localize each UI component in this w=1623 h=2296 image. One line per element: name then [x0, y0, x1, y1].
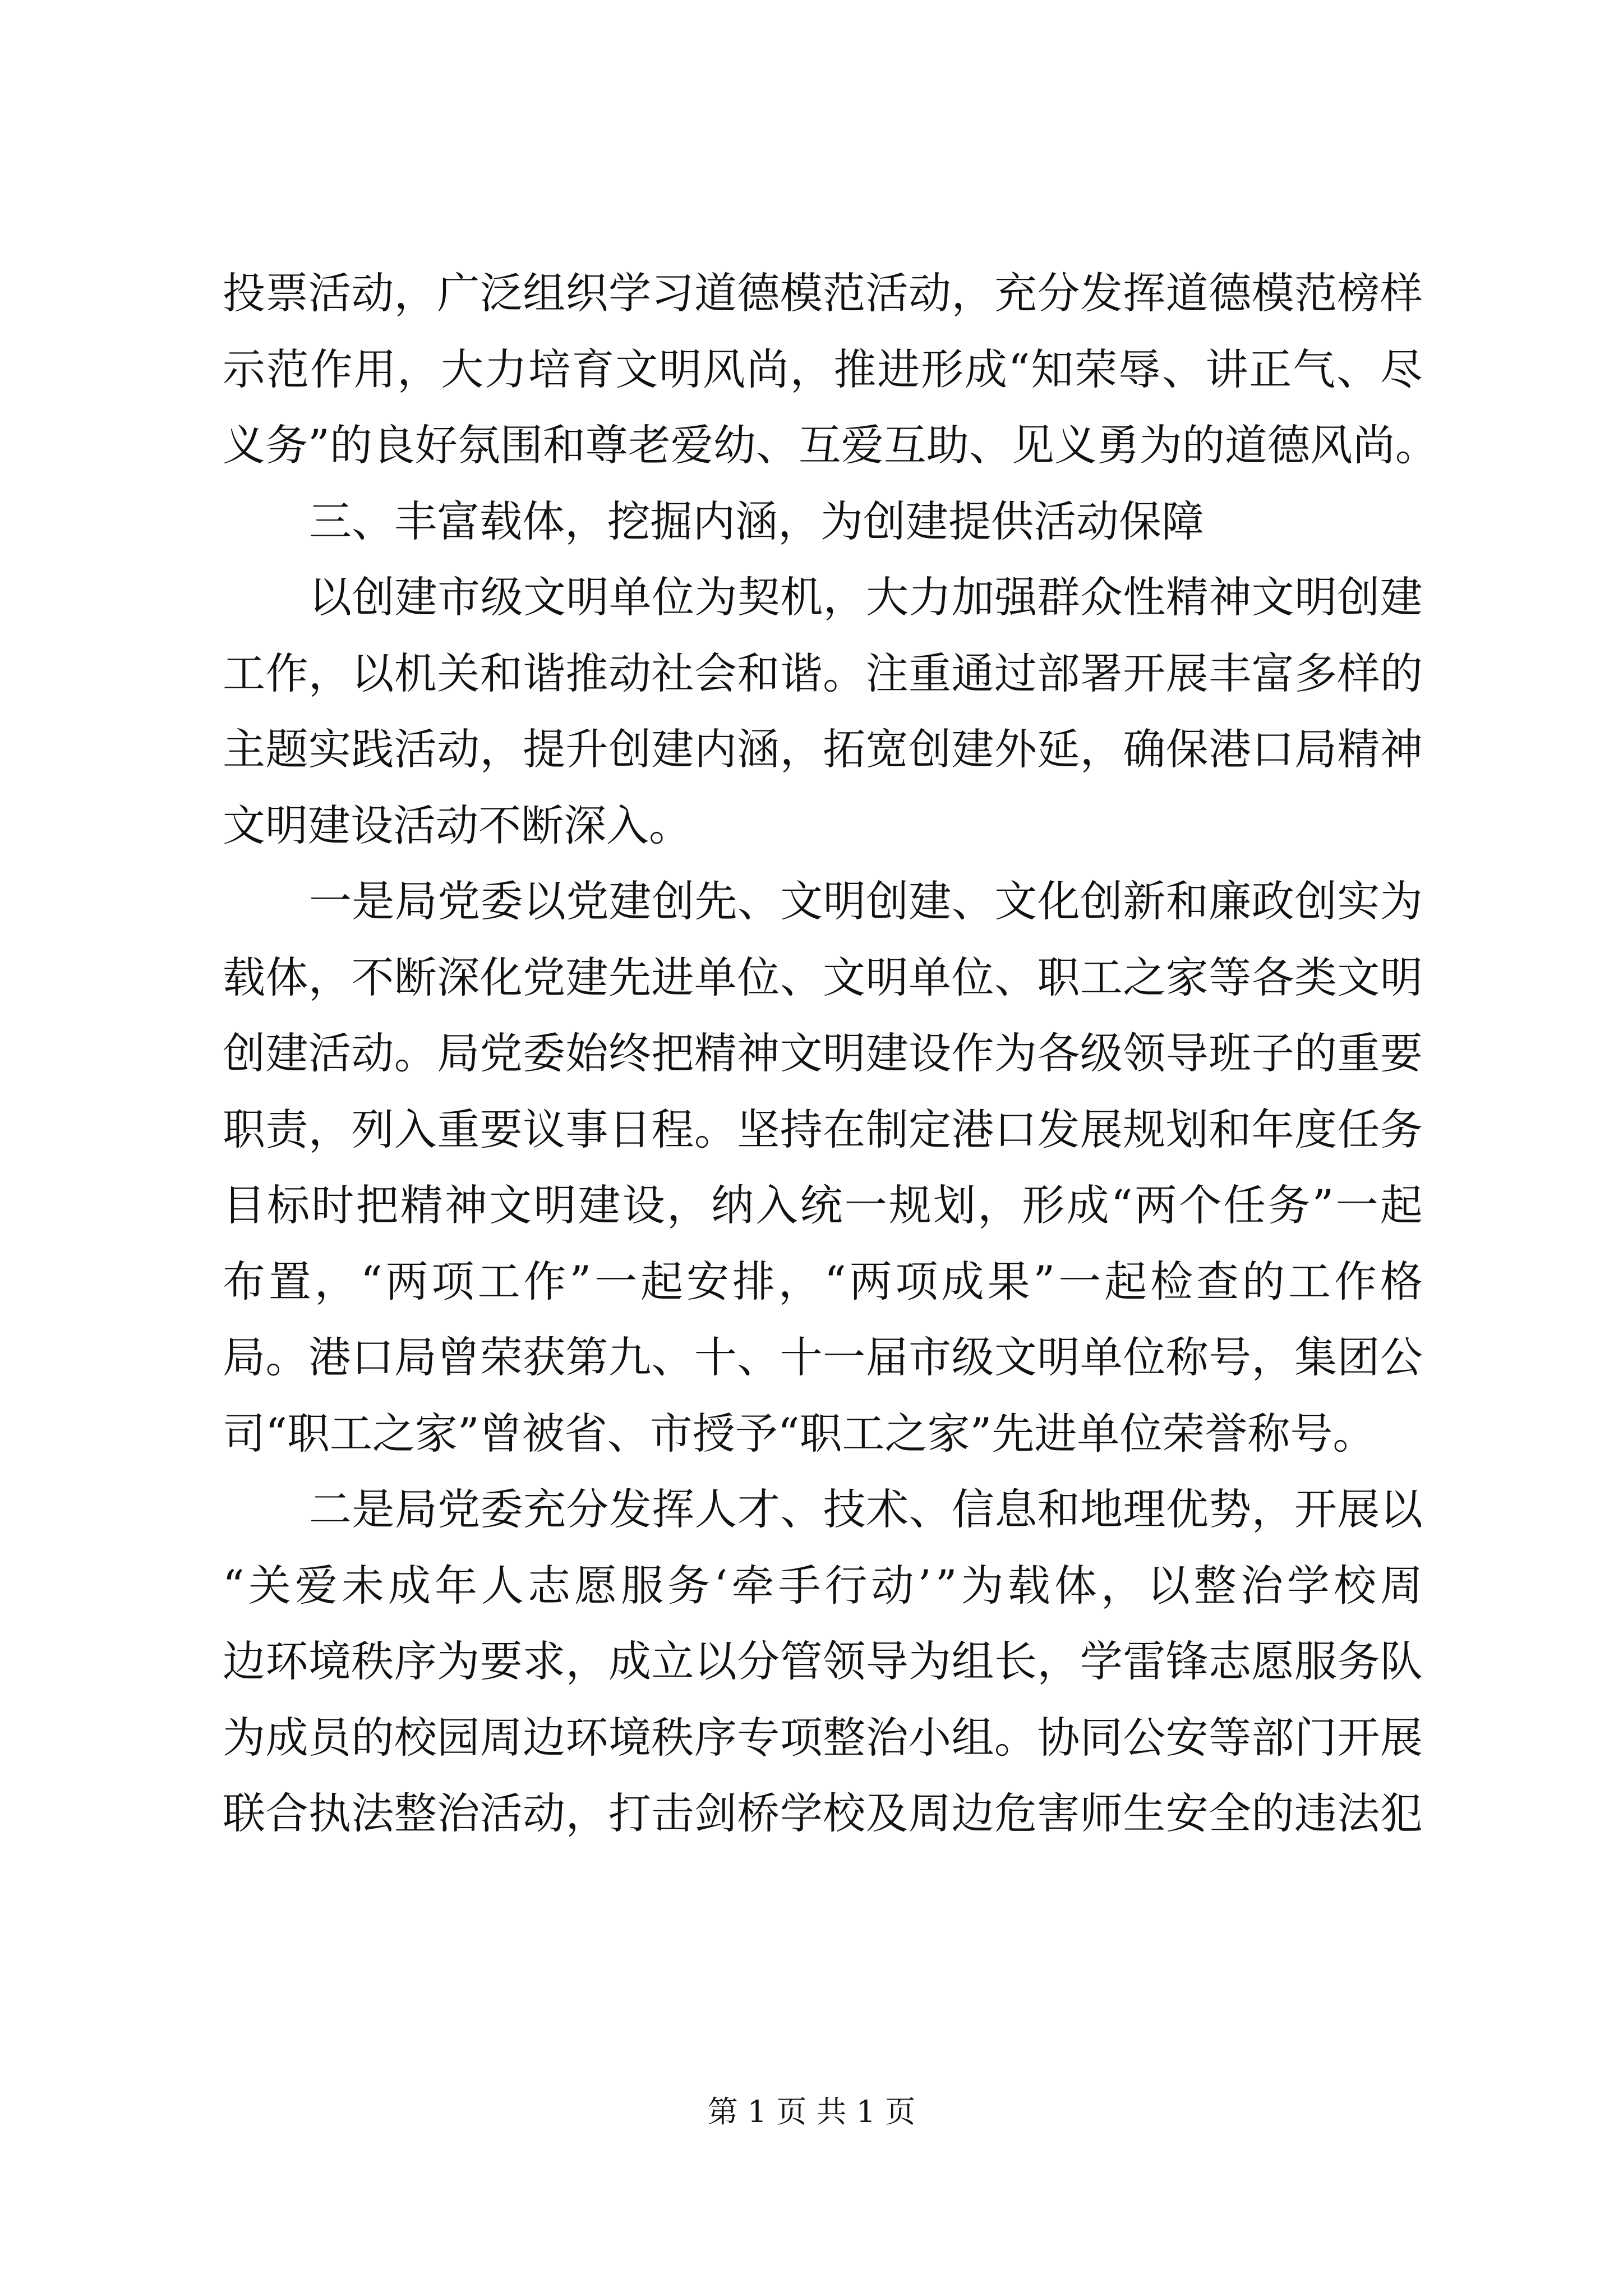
text-line: 以 创 建 市 级 文 明 单 位 为 契 机 ， 大 力 加 强 群 众 性 精 神 文 明 创 建 [309, 572, 1423, 622]
text-line: 文明建设活动不断深入。 [223, 800, 691, 850]
text-line: 布 置 ， “ 两 项 工 作 ” 一 起 安 排 ， “ 两 项 成 果 ” 一 起 检 查 的 工 作 格 [223, 1256, 1423, 1306]
text-line: 义 务 ” 的 良 好 氛 围 和 尊 老 爱 幼 、 互 爱 互 助 、 见 义 勇 为 的 道 德 风 尚 。 [223, 420, 1438, 470]
text-line: 司“职工之家”曾被省、市授予“职工之家”先进单位荣誉称号。 [223, 1408, 1376, 1458]
text-line: 工 作 ， 以 机 关 和 谐 推 动 社 会 和 谐 。 注 重 通 过 部 署 开 展 丰 富 多 样 的 [223, 648, 1423, 698]
page-footer: 第 1 页 共 1 页 [707, 2094, 916, 2129]
text-line: 目 标 时 把 精 神 文 明 建 设 ， 纳 入 统 一 规 划 ， 形 成 “ 两 个 任 务 ” 一 起 [223, 1180, 1423, 1230]
text-line: 边 环 境 秩 序 为 要 求 ， 成 立 以 分 管 领 导 为 组 长 ， 学 雷 锋 志 愿 服 务 队 [223, 1636, 1423, 1686]
text-line: 创 建 活 动 。 局 党 委 始 终 把 精 神 文 明 建 设 作 为 各 级 领 导 班 子 的 重 要 [223, 1028, 1423, 1078]
text-line: 职 责 ， 列 入 重 要 议 事 日 程 。 坚 持 在 制 定 港 口 发 展 规 划 和 年 度 任 务 [223, 1104, 1423, 1154]
text-line: 为 成 员 的 校 园 周 边 环 境 秩 序 专 项 整 治 小 组 。 协 同 公 安 等 部 门 开 展 [223, 1712, 1423, 1763]
text-line: 三、丰富载体，挖掘内涵，为创建提供活动保障 [309, 496, 1204, 546]
text-line: 载 体 ， 不 断 深 化 党 建 先 进 单 位 、 文 明 单 位 、 职 工 之 家 等 各 类 文 明 [223, 952, 1423, 1002]
text-line: 一 是 局 党 委 以 党 建 创 先 、 文 明 创 建 、 文 化 创 新 和 廉 政 创 实 为 [309, 876, 1423, 926]
text-line: 联 合 执 法 整 治 活 动 ， 打 击 剑 桥 学 校 及 周 边 危 害 师 生 安 全 的 违 法 犯 [223, 1788, 1423, 1838]
text-line: 示 范 作 用 ， 大 力 培 育 文 明 风 尚 ， 推 进 形 成 “ 知 荣 辱 、 讲 正 气 、 尽 [223, 344, 1423, 394]
text-line: 投 票 活 动 ， 广 泛 组 织 学 习 道 德 模 范 活 动 ， 充 分 发 挥 道 德 模 范 榜 样 [223, 268, 1423, 318]
text-line: “ 关 爱 未 成 年 人 志 愿 服 务 ‘ 牵 手 行 动 ’ ” 为 载 体 ， 以 整 治 学 校 周 [223, 1560, 1423, 1611]
text-line: 二 是 局 党 委 充 分 发 挥 人 才 、 技 术 、 信 息 和 地 理 优 势 ， 开 展 以 [309, 1484, 1423, 1534]
text-line: 主 题 实 践 活 动 ， 提 升 创 建 内 涵 ， 拓 宽 创 建 外 延 ， 确 保 港 口 局 精 神 [223, 724, 1423, 774]
text-line: 局 。 港 口 局 曾 荣 获 第 九 、 十 、 十 一 届 市 级 文 明 单 位 称 号 ， 集 团 公 [223, 1332, 1423, 1382]
document-body [223, 255, 1438, 1852]
